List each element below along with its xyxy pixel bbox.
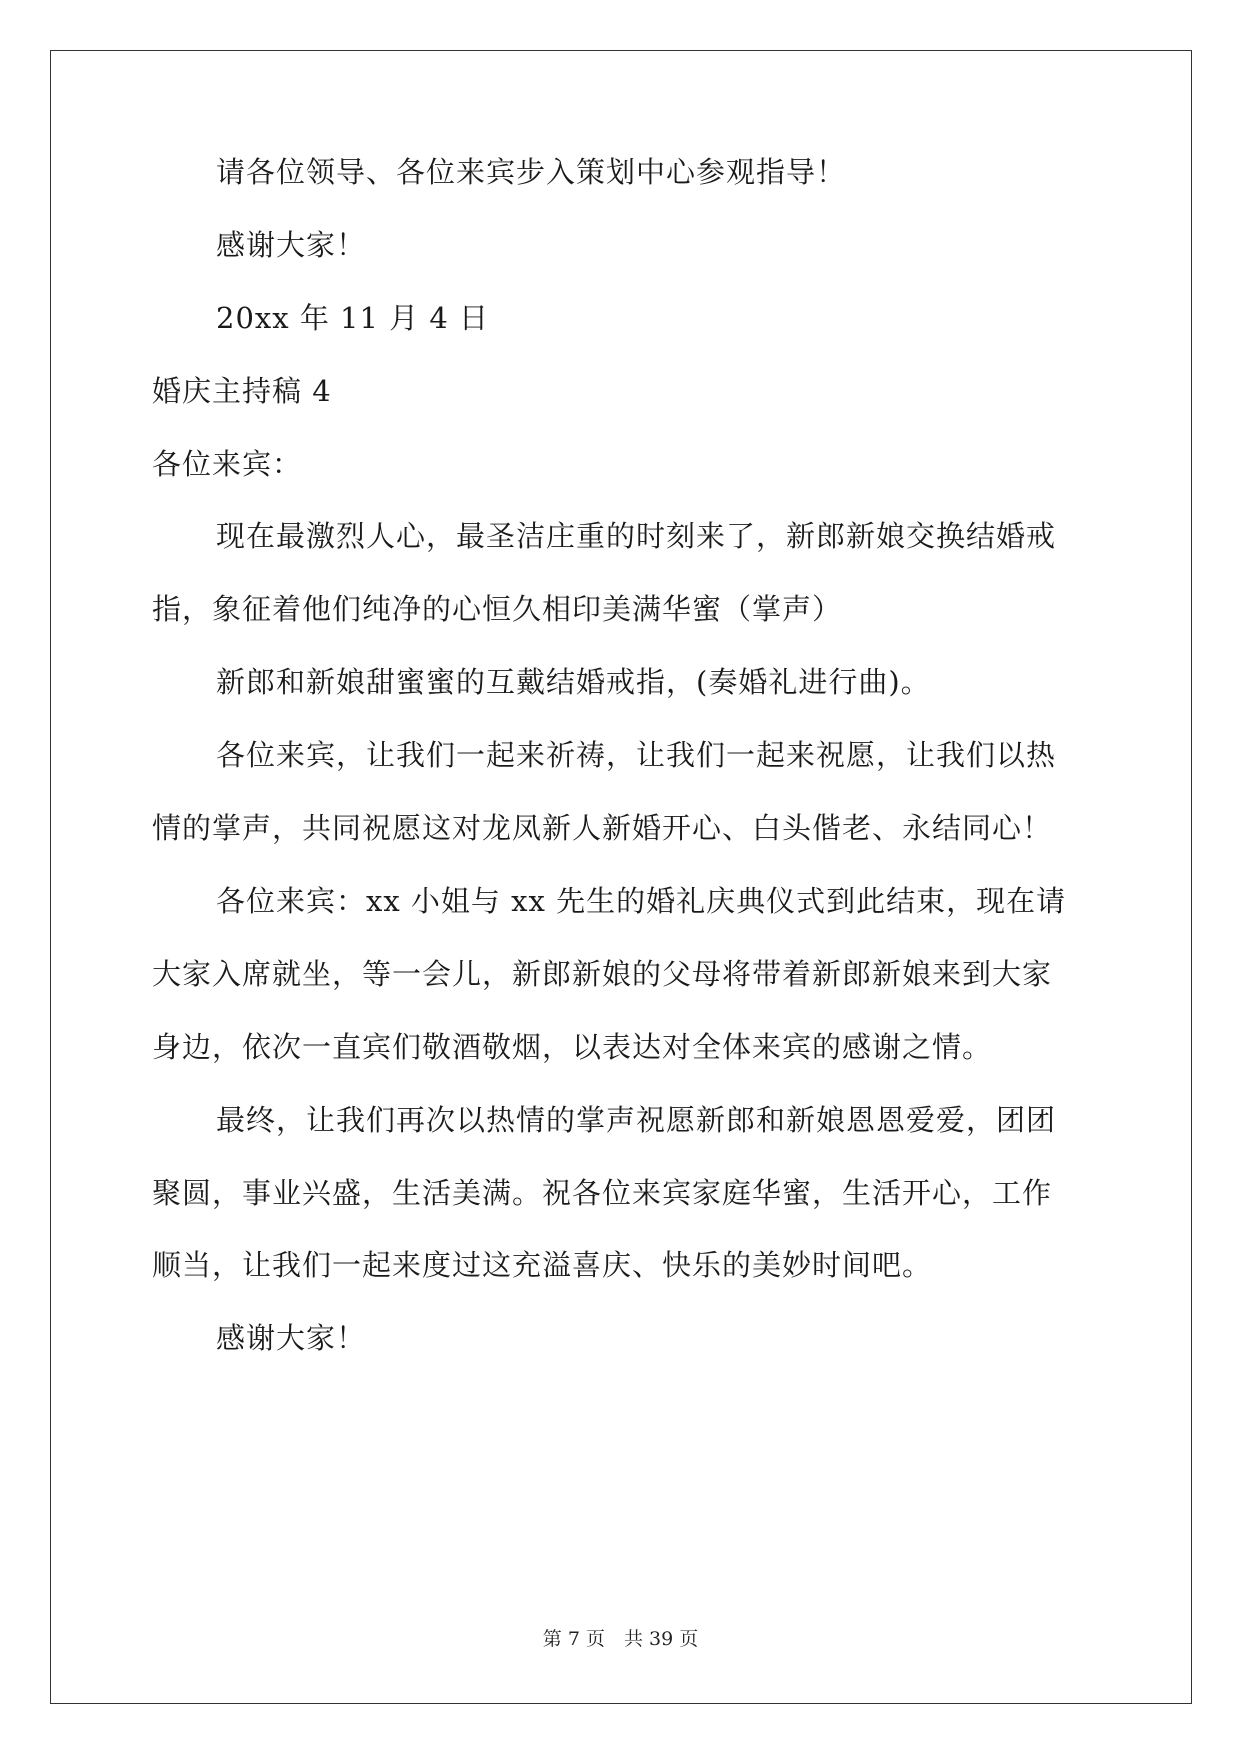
text-line: 大家入席就坐，等一会儿，新郎新娘的父母将带着新郎新娘来到大家 — [152, 957, 1053, 991]
text-line: 新郎和新娘甜蜜蜜的互戴结婚戒指，(奏婚礼进行曲)。 — [216, 665, 931, 699]
salutation: 各位来宾： — [152, 447, 303, 481]
text-line: 请各位领导、各位来宾步入策划中心参观指导！ — [216, 155, 847, 189]
section-heading: 婚庆主持稿 4 — [152, 374, 332, 408]
text-line: 各位来宾，让我们一起来祈祷，让我们一起来祝愿，让我们以热 — [216, 738, 1057, 772]
text-line: 感谢大家！ — [216, 1321, 367, 1355]
page-number: 第 7 页 共 39 页 — [542, 1628, 699, 1650]
text-line: 20xx 年 11 月 4 日 — [216, 301, 490, 335]
text-line: 最终，让我们再次以热情的掌声祝愿新郎和新娘恩恩爱爱，团团 — [216, 1103, 1057, 1137]
text-line: 身边，依次一直宾们敬酒敬烟，以表达对全体来宾的感谢之情。 — [152, 1030, 993, 1064]
text-line: 感谢大家！ — [216, 228, 367, 262]
text-line: 各位来宾：xx 小姐与 xx 先生的婚礼庆典仪式到此结束，现在请 — [216, 884, 1067, 918]
text-line: 顺当，让我们一起来度过这充溢喜庆、快乐的美妙时间吧。 — [152, 1248, 933, 1282]
text-line: 情的掌声，共同祝愿这对龙凤新人新婚开心、白头偕老、永结同心！ — [152, 811, 1053, 845]
text-line: 指，象征着他们纯净的心恒久相印美满华蜜（掌声） — [152, 592, 843, 626]
text-line: 现在最激烈人心，最圣洁庄重的时刻来了，新郎新娘交换结婚戒 — [216, 519, 1057, 553]
text-line: 聚圆，事业兴盛，生活美满。祝各位来宾家庭华蜜，生活开心，工作 — [152, 1176, 1053, 1210]
